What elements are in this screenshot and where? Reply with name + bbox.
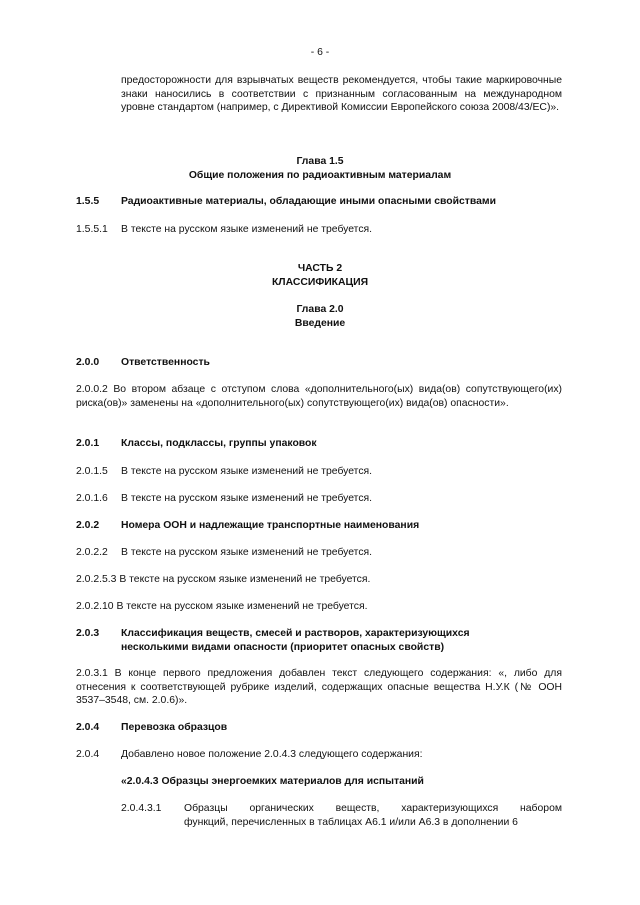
chapter-2-0-title: Введение	[294, 318, 346, 329]
section-2-0-0-number: 2.0.0	[76, 357, 100, 368]
part-2-label: ЧАСТЬ 2	[297, 263, 343, 274]
section-2-0-1-5-number: 2.0.1.5	[76, 466, 108, 477]
section-2-0-4-title: Перевозка образцов	[121, 722, 228, 733]
chapter-1-5-title: Общие положения по радиоактивным материалам	[188, 170, 452, 181]
section-2-0-1-6-number: 2.0.1.6	[76, 493, 108, 504]
section-2-0-2-number: 2.0.2	[76, 520, 100, 531]
paragraph-2-0-0-2: 2.0.0.2 Во втором абзаце с отступом слова «дополнительного(ых) вида(ов) сопутствующего(их) риска(ов)» заменены на «дополнительного(ых) сопутствующего(их) вида(ов) опасности».	[76, 384, 562, 409]
section-2-0-2-2-text: В тексте на русском языке изменений не требуется.	[121, 547, 373, 558]
page-number: - 6 -	[310, 47, 330, 58]
section-2-0-4-note-text: Добавлено новое положение 2.0.4.3 следующего содержания:	[121, 749, 423, 760]
section-2-0-4-3-1-number: 2.0.4.3.1	[121, 803, 162, 814]
section-2-0-2-10: 2.0.2.10 В тексте на русском языке изменений не требуется.	[76, 601, 368, 612]
part-2-title: КЛАССИФИКАЦИЯ	[271, 277, 369, 288]
section-1-5-5-1-text: В тексте на русском языке изменений не требуется.	[121, 224, 373, 235]
section-2-0-1-number: 2.0.1	[76, 438, 100, 449]
paragraph-2-0-3-1: 2.0.3.1 В конце первого предложения добавлен текст следующего содержания: «, либо для отнесения к соответствующей рубрике изделий, содержащих опасные вещества Н.У.К (№ ООН 3537–3548, см. 2.0.6)».	[76, 668, 562, 707]
section-2-0-1-5-text: В тексте на русском языке изменений не требуется.	[121, 466, 373, 477]
section-2-0-1-title: Классы, подклассы, группы упаковок	[121, 438, 317, 449]
section-1-5-5-title: Радиоактивные материалы, обладающие иными опасными свойствами	[121, 196, 496, 207]
intro-paragraph: предосторожности для взрывчатых веществ рекомендуется, чтобы такие маркировочные знаки наносились в соответствии с признанным согласованным на международном уровне стандартом (например, с Директивой Комиссии Европейского союза 2008/43/ЕС)».	[121, 75, 562, 114]
section-2-0-4-3-heading: «2.0.4.3 Образцы энергоемких материалов для испытаний	[121, 776, 424, 787]
section-2-0-3-title-line2: несколькими видами опасности (приоритет опасных свойств)	[121, 642, 445, 653]
section-1-5-5-number: 1.5.5	[76, 196, 100, 207]
section-2-0-1-6-text: В тексте на русском языке изменений не требуется.	[121, 493, 373, 504]
section-2-0-4-number: 2.0.4	[76, 722, 100, 733]
section-2-0-4-note-number: 2.0.4	[76, 749, 100, 760]
chapter-2-0-label: Глава 2.0	[296, 304, 344, 315]
section-2-0-3-number: 2.0.3	[76, 628, 100, 639]
section-2-0-2-title: Номера ООН и надлежащие транспортные наименования	[121, 520, 420, 531]
section-2-0-3-title-line1: Классификация веществ, смесей и растворов, характеризующихся	[121, 628, 470, 639]
section-2-0-4-3-1-line1: Образцы органических веществ, характеризующихся набором	[184, 803, 562, 814]
chapter-1-5-label: Глава 1.5	[296, 156, 344, 167]
section-1-5-5-1-number: 1.5.5.1	[76, 224, 108, 235]
section-2-0-2-5-3: 2.0.2.5.3 В тексте на русском языке изменений не требуется.	[76, 574, 371, 585]
section-2-0-4-3-1-line2: функций, перечисленных в таблицах А6.1 и/или А6.3 в дополнении 6	[184, 817, 518, 828]
section-2-0-2-2-number: 2.0.2.2	[76, 547, 108, 558]
section-2-0-0-title: Ответственность	[121, 357, 210, 368]
